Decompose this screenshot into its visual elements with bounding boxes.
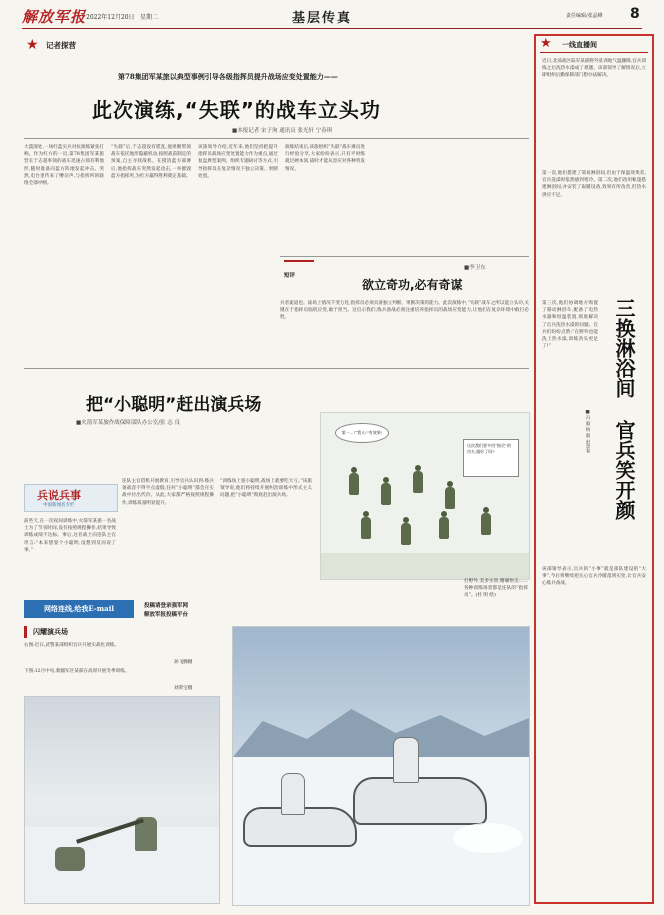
illustration-caption: 打野外,美多实训,精确射击……各种训练场景都是连队的“指挥员”。(杜 明 绘): [464, 579, 528, 599]
email-text-2: 解放军报投稿平台: [144, 612, 189, 618]
page-number: 8: [630, 6, 640, 22]
mid-body-1: 前些天,在一次夜间训练中,火箭军某旅一名战士为了节省时间,没有按照规程操作,结果导致训练成绩不达标。事后,这名战士向连队主官坦言:“本来想耍个小聪明,没想到反而误了事。”: [24, 519, 116, 553]
byline: ■本报记者 宋子洵 通讯员 张光轩 宁春琪: [232, 128, 333, 134]
live-column: [534, 34, 654, 904]
cartoon-soldier: [361, 517, 371, 539]
cartoon-soldier: [401, 523, 411, 545]
column-badge-tag: 中国新闻名专栏: [43, 503, 75, 508]
mid-body-2: 连队主官借机开展教育,引导官兵认识到:练兵备战容不得半点虚假,任何“小聪明”都会在实战中付出代价。从此,大家都严格按照规程操作,训练质量明显提升。: [122, 479, 214, 506]
kicker: 第78集团军某旅以典型事例引导各级指挥员提升战场应变处置能力——: [118, 72, 338, 81]
mid-byline: ■火箭军某旅作战保障部队办公室/张 志 良: [76, 420, 181, 426]
section-rule: [24, 368, 529, 369]
flash-item-2-credit: 刘荣宝摄: [174, 686, 193, 691]
commentary-tag: [284, 260, 314, 279]
commentary-headline: 欲立奇功,必有奇谋: [362, 278, 463, 292]
issue-weekday: 星期二: [140, 14, 159, 21]
rider-figure: [393, 737, 419, 783]
mid-body-3: “训练场上耍小聪明,战场上就要吃大亏。”该旅领导说,他们将持续开展纠治训练中形式主义问题,把“小聪明”彻底赶出演兵场。: [220, 479, 312, 499]
email-strip: [24, 596, 529, 622]
live-title-2: 官兵笑开颜: [612, 420, 636, 520]
cartoon-soldier: [381, 483, 391, 505]
live-header-rule: [540, 52, 648, 53]
mountain-ridge: [233, 697, 529, 757]
cartoon-soldier: [439, 517, 449, 539]
masthead-rule: [22, 28, 642, 29]
cartoon-soldier: [445, 487, 455, 509]
commentary-rule: [280, 256, 529, 257]
column-tag: [24, 38, 104, 54]
body-col-3: 该旅领导介绍,近年来,他们坚持把提升指挥员战场应变处置能力作为重点,通过复盘典型案例、组织专题研讨等方式,引导指挥员在复杂情况下独立决策、果断处置。: [198, 145, 278, 179]
column-badge-label: 兵说兵事: [37, 489, 81, 502]
commentary-box: [280, 256, 529, 356]
snowmobile-photo: [232, 626, 530, 906]
body-col-2: “失联”后,于志超没有慌乱,他果断带领战车依托地形隐蔽机动,按照战前制定的预案,自主寻找战机。在摸清蓝方部署后,他指挥战车突然发起攻击,一举摧毁蓝方指挥所,为红方赢得胜利奠定基础。: [111, 145, 191, 179]
commentary-author: ■李卫东: [464, 265, 486, 271]
live-title-1: 三换淋浴间: [612, 298, 636, 398]
speech-bubble-text-2: 这次我们要多用“指尖”的功夫,做好了吗?: [467, 443, 512, 454]
body-col-1: 大漠深处,一场红蓝实兵对抗演练紧张打响。作为红方的一员,第78集团军某旅营长于志超率领的战车迅速占领有利地形,随时准备向蓝方阵地发起冲击。突然,电台里传来了嘈杂声,与指挥所的联络全部中断。: [24, 145, 104, 187]
live-body-3: 第三次,他们协调地方购置了移动淋浴车,配备了电热水器和恒温装置,彻底解决了官兵洗热水澡的问题。官兵们纷纷点赞:“在野外也能洗上热水澡,训练劲头更足了!”: [542, 301, 598, 350]
soldier-figure: [55, 847, 85, 871]
cartoon-illustration: [320, 412, 530, 580]
masthead: [0, 0, 664, 34]
speech-bubble: [335, 423, 389, 443]
star-icon: ★: [26, 37, 39, 53]
section-title: 基层传真: [292, 11, 353, 26]
flash-item-1-credit: 孙飞腾摄: [174, 660, 193, 665]
newspaper-logo: 解放军报: [22, 8, 87, 26]
flash-header: [24, 626, 217, 638]
flash-item-2: 下图:12月中旬,新疆军区某部在高原开展冬季训练。: [24, 669, 130, 674]
column-label: 记者探营: [46, 41, 76, 50]
email-text-1: 投稿请登录强军网: [144, 603, 189, 609]
commentary-label: 短评: [284, 273, 296, 279]
mid-headline: 把“小聪明”赶出演兵场: [86, 395, 262, 415]
commentary-body: 兵者诡道也。战场上情况千变万化,指挥员必须具备独立判断、果断决策的能力。此次演练中,“失联”战车之所以能立头功,关键在于指挥员临机应变,敢于担当。这启示我们,练兵备战必须注重培养指挥员的战场应变能力,让他们在复杂环境中敢打必胜。: [280, 301, 529, 321]
star-icon: ★: [540, 36, 552, 51]
live-byline: ■冯 毅 杨 毅 赵景春: [585, 410, 590, 454]
editor-credit: 责任编辑/张晶峰: [566, 13, 603, 19]
training-photo-left: [24, 696, 220, 904]
live-body-2: 第一次,他们搭建了简易淋浴间,但由于保温效果差,官兵洗澡时依然感到寒冷。第二次,他们改用帐篷搭建淋浴间,并安装了取暖设备,效果有所改善,但热水供应不足。: [542, 171, 646, 198]
headline-rule: [24, 138, 529, 139]
cartoon-soldier: [481, 513, 491, 535]
rider-figure: [281, 773, 305, 815]
mid-story: [24, 368, 529, 599]
live-column-label: 一线直播间: [562, 41, 597, 49]
live-body-1: 近日,北部战区陆军某部野外驻训地气温骤降,官兵训练之后洗热水澡成了难题。该部领导了解情况后,立即组织后勤保障部门想办法解决。: [542, 59, 646, 79]
email-badge[interactable]: [24, 600, 134, 618]
cartoon-soldier: [349, 473, 359, 495]
body-col-4: 演练结束后,该旅组织“失联”战车乘员进行经验分享,大家纷纷表示,只有平时练就过硬本领,战时才能从容应对各种突发情况。: [285, 145, 365, 172]
column-badge: [24, 484, 118, 512]
email-badge-label: 网络连线,给我E-mail: [43, 604, 115, 613]
speech-bubble-2: [463, 439, 519, 477]
flash-title: 闪耀演兵场: [33, 628, 68, 636]
live-body-4: 该部领导表示,官兵的“小事”就是部队建设的“大事”,今后将继续把关心官兵冷暖落到实处,让官兵安心练兵备战。: [542, 567, 646, 587]
speech-bubble-text: 第一...!“我人!”有效果!: [341, 430, 383, 435]
top-story: [24, 34, 529, 364]
cartoon-soldier: [413, 471, 423, 493]
headline: 此次演练,“失联”的战车立头功: [92, 98, 381, 122]
snow-spray: [453, 823, 523, 853]
ground: [321, 553, 529, 579]
snowmobile: [353, 777, 487, 825]
flash-section: [24, 626, 529, 904]
live-header: [540, 38, 648, 52]
flash-item-1: 右图:近日,武警某部组织官兵开展实战化训练。: [24, 643, 119, 648]
issue-date: 2022年12月20日: [86, 14, 135, 21]
